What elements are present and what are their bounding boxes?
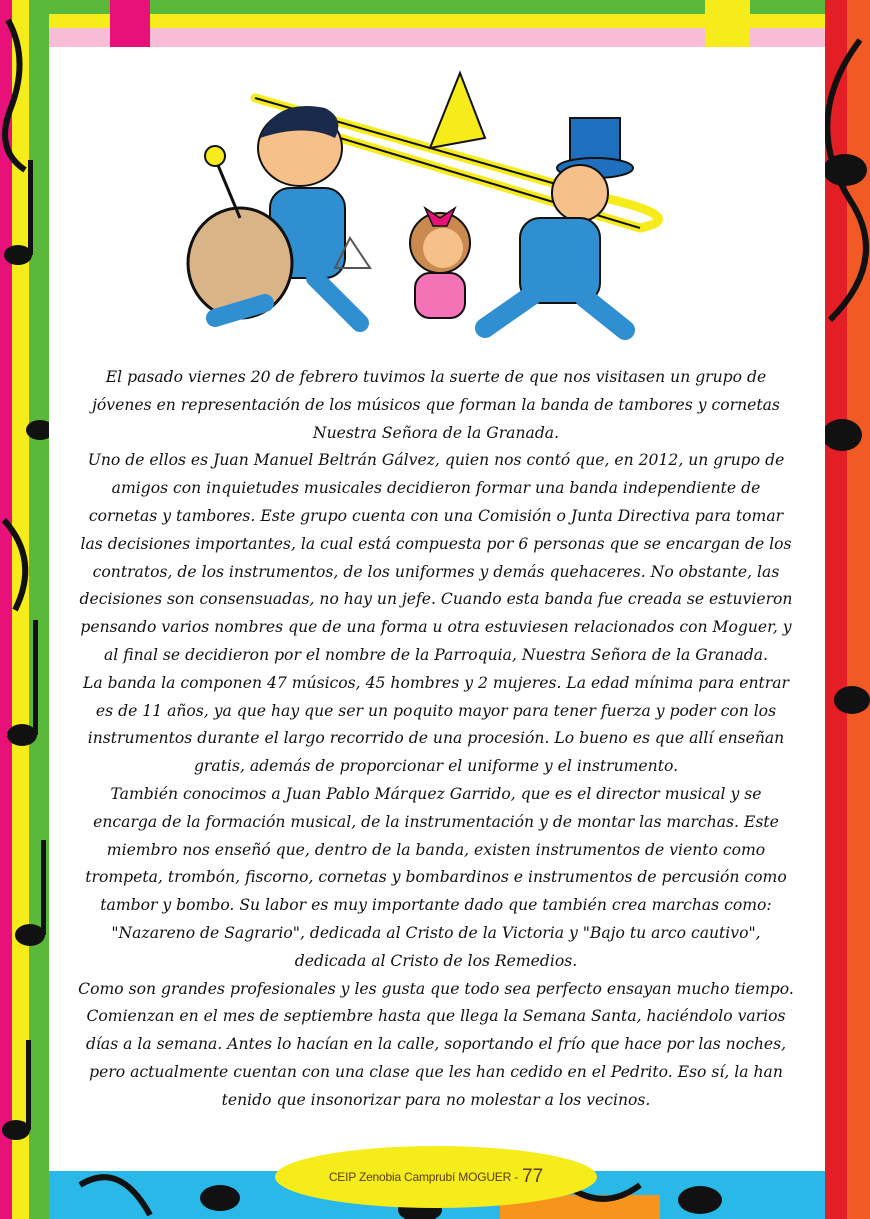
article-paragraph: Uno de ellos es Juan Manuel Beltrán Gálvez, quien nos contó que, en 2012, un grupo de amigos con inquietudes musicales decidieron formar una banda independiente de cornetas y tambores. Este grupo cuenta con una Comisión o Junta Directiva para tomar las decisiones importantes, la cual está compuesta por 6 personas que se encargan de los contratos, de los instrumentos, de los uniformes y demás quehaceres. No obstante, las decisiones son consensuadas, no hay un jefe. Cuando esta banda fue creada se estuvieron pensando varios nombres que de una forma u otra estuviesen relacionados con Moguer, y al final se decidieron por el nombre de la Parroquia, Nuestra Señora de la Granada. — [79, 451, 793, 664]
article-paragraph: También conocimos a Juan Pablo Márquez Garrido, que es el director musical y se encarga de la formación musical, de la instrumentación y de montar las marchas. Este miembro nos enseñó que, dentro de la banda, existen instrumentos de viento como trompeta, trombón, fiscorno, cornetas y bombardinos e instrumentos de percusión como tambor y bombo. Su labor es muy importante dado que también crea marchas como: "Nazareno de Sagrario", dedicada al Cristo de la Victoria y "Bajo tu arco cautivo", dedicada al Cristo de los Remedios. — [85, 784, 787, 970]
page-footer — [275, 1146, 597, 1208]
page-number: 77 — [522, 1166, 544, 1187]
article-paragraph: Como son grandes profesionales y les gusta que todo sea perfecto ensayan mucho tiempo. Comienzan en el mes de septiembre hasta que llega la Semana Santa, haciéndolo varios días a la semana. Antes lo hacían en la calle, soportando el frío que hace por las noches, pero actualmente cuentan con una clase que les han cedido en el Pedrito. Eso sí, la han tenido que insonorizar para no molestar a los vecinos. — [78, 979, 794, 1109]
footer-school-name: CEIP Zenobia Camprubí MOGUER - — [328, 1170, 519, 1184]
article-paragraph: El pasado viernes 20 de febrero tuvimos la suerte de que nos visitasen un grupo de jóvenes en representación de los músicos que forman la banda de tambores y cornetas Nuestra Señora de la Granada. — [92, 368, 780, 442]
article-body — [78, 364, 794, 1115]
marching-band-illustration-icon — [185, 68, 695, 343]
article-paragraph: La banda la componen 47 músicos, 45 hombres y 2 mujeres. La edad mínima para entrar es de 11 años, ya que hay que ser un poquito mayor para tener fuerza y poder con los instrumentos durante el largo recorrido de una procesión. Lo bueno es que allí enseñan gratis, además de proporcionar el uniforme y el instrumento. — [82, 673, 790, 776]
